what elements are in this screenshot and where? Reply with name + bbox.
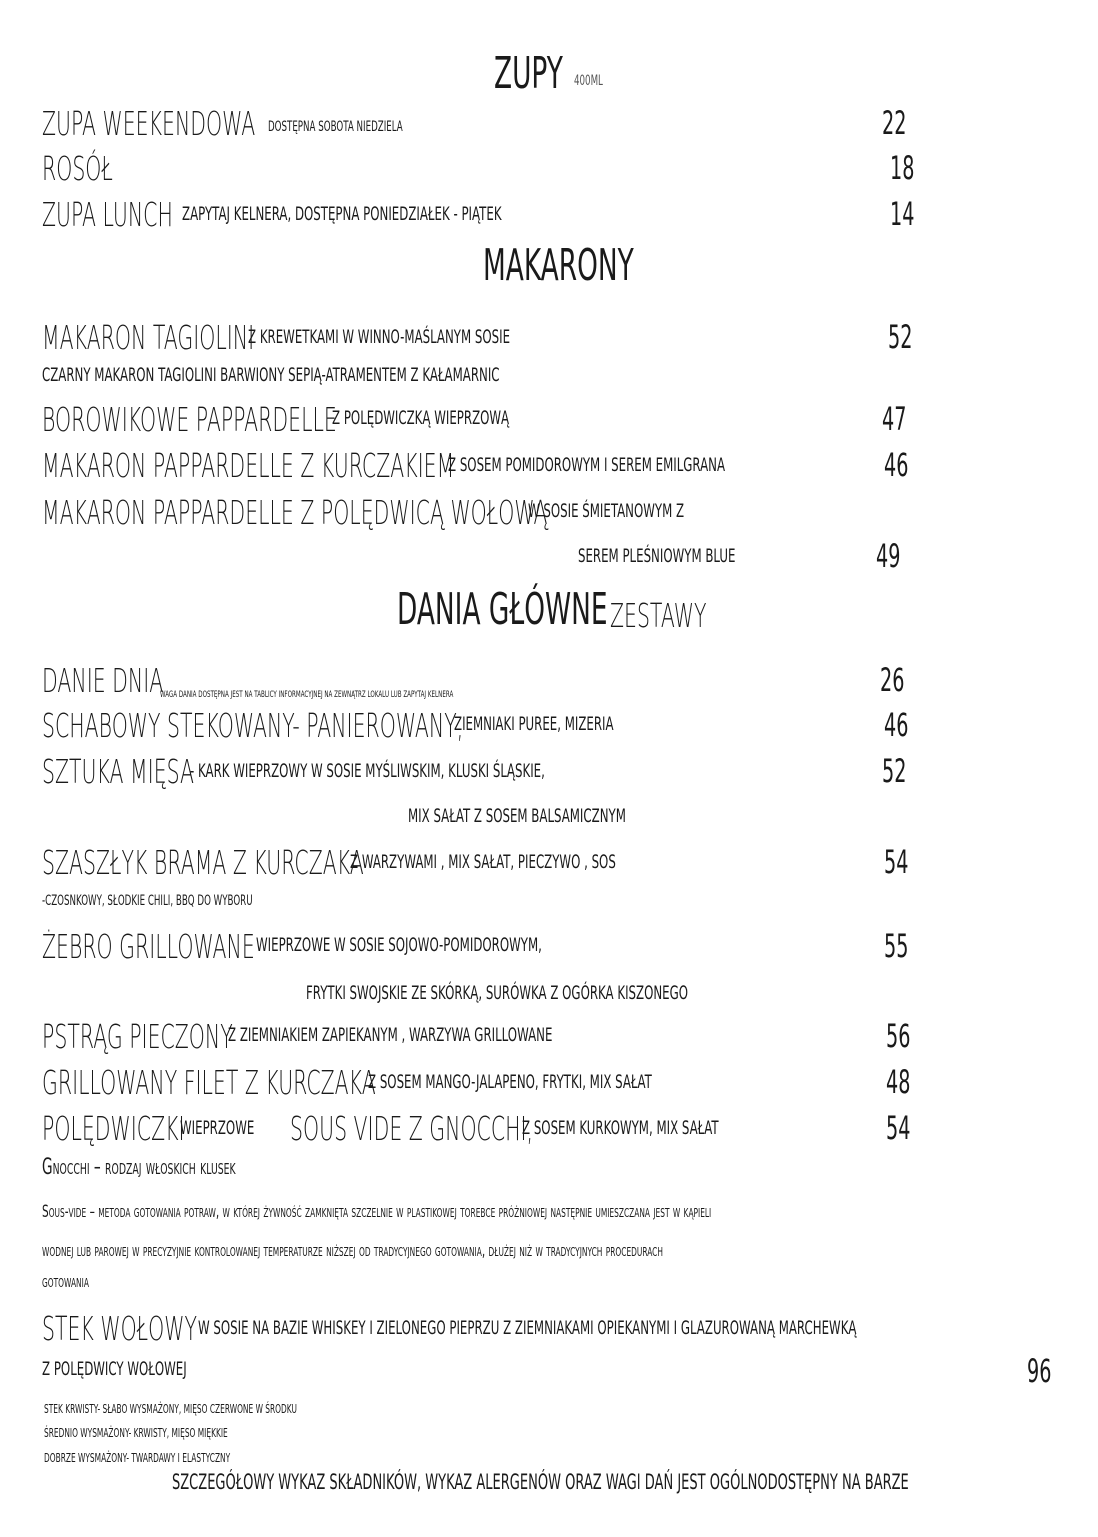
menu-item: ŻEBRO GRILLOWANE	[42, 927, 255, 966]
menu-item-price: 55	[884, 927, 909, 965]
menu-item-price: 18	[890, 149, 915, 187]
menu-item-desc: W SOSIE ŚMIETANOWYM Z	[528, 500, 685, 522]
menu-item: ZUPA LUNCH	[42, 195, 173, 234]
section-title-makarony: MAKARONY	[483, 240, 634, 291]
sousvide-note: gotowania	[42, 1272, 89, 1292]
sousvide-note: wodnej lub parowej w precyzyjnie kontrolowanej temperaturze niższej od tradycyjnego gotowania, dłużej niż w tradycyjnych procedurach	[42, 1241, 663, 1261]
menu-item: MAKARON PAPPARDELLE Z POLĘDWICĄ WOŁOWĄ	[42, 493, 548, 532]
section-title-text: ZUPY	[494, 48, 563, 99]
menu-item-price: 49	[876, 537, 901, 575]
menu-item-desc: WAGA DANIA DOSTĘPNA JEST NA TABLICY INFORMACYJNEJ NA ZEWNĄTRZ LOKALU LUB ZAPYTAJ KELNERA	[160, 690, 454, 700]
menu-item: MAKARON TAGIOLINI	[42, 318, 255, 357]
menu-item-price: 56	[886, 1017, 911, 1055]
menu-item-price: 52	[882, 752, 907, 790]
doneness-note: DOBRZE WYSMAŻONY- TWARDAWY I ELASTYCZNY	[44, 1451, 231, 1465]
sousvide-note: Sous-vide – metoda gotowania potraw, w której żywność zamknięta szczelnie w plastikowej torebce próżniowej następnie umieszczana jest w kąpieli	[42, 1202, 712, 1222]
menu-item-desc: - KARK WIEPRZOWY W SOSIE MYŚLIWSKIM, KLUSKI ŚLĄSKIE,	[190, 760, 545, 782]
menu-item-desc: Z KREWETKAMI W WINNO-MAŚLANYM SOSIE	[248, 326, 511, 348]
section-subtitle: ZESTAWY	[610, 596, 707, 635]
menu-item-desc: Z ZIEMNIAKIEM ZAPIEKANYM , WARZYWA GRILLOWANE	[228, 1024, 553, 1046]
menu-item: SCHABOWY STEKOWANY- PANIEROWANY,	[42, 706, 464, 745]
menu-item-desc: Z WARZYWAMI , MIX SAŁAT, PIECZYWO , SOS	[350, 851, 616, 873]
menu-item: ZUPA WEEKENDOWA	[42, 104, 256, 143]
gnocchi-note: Gnocchi – rodzaj włoskich klusek	[42, 1155, 236, 1180]
menu-item-desc: ZIEMNIAKI PUREE, MIZERIA	[454, 713, 614, 735]
menu-item: ROSÓŁ	[42, 149, 113, 188]
menu-item-sub: CZARNY MAKARON TAGIOLINI BARWIONY SEPIĄ-ATRAMENTEM Z KAŁAMARNIC	[42, 364, 500, 386]
menu-item-desc-cont: Z POLĘDWICY WOŁOWEJ	[42, 1358, 187, 1380]
menu-item-price: 47	[882, 400, 907, 438]
menu-item-price: 54	[886, 1109, 911, 1147]
menu-item-price: 22	[882, 104, 907, 142]
doneness-note: STEK KRWISTY- SŁABO WYSMAŻONY, MIĘSO CZERWONE W ŚRODKU	[44, 1402, 297, 1416]
menu-item: BOROWIKOWE PAPPARDELLE	[42, 400, 337, 439]
menu-item-price: 46	[884, 446, 909, 484]
menu-item: SZASZŁYK BRAMA Z KURCZAKA	[42, 843, 364, 882]
menu-item: STEK WOŁOWY	[42, 1309, 197, 1348]
menu-item-price: 46	[884, 706, 909, 744]
section-note: 400ML	[574, 73, 603, 89]
menu-item: DANIE DNIA	[42, 661, 164, 700]
menu-item: POLĘDWICZKI	[42, 1109, 185, 1148]
menu-item-desc-cont: SEREM PLEŚNIOWYM BLUE	[578, 545, 736, 567]
menu-item-desc: WIEPRZOWE W SOSIE SOJOWO-POMIDOROWYM,	[256, 934, 542, 956]
menu-item-desc: Z SOSEM MANGO-JALAPENO, FRYTKI, MIX SAŁAT	[368, 1071, 652, 1093]
menu-item: PSTRĄG PIECZONY	[42, 1017, 233, 1056]
menu-item-desc: ZAPYTAJ KELNERA, DOSTĘPNA PONIEDZIAŁEK - PIĄTEK	[182, 203, 502, 225]
menu-item-price: 52	[888, 318, 913, 356]
menu-item-desc-cont: FRYTKI SWOJSKIE ZE SKÓRKĄ, SURÓWKA Z OGÓRKA KISZONEGO	[306, 982, 689, 1004]
menu-item: MAKARON PAPPARDELLE Z KURCZAKIEM	[42, 446, 455, 485]
menu-item-desc: W SOSIE NA BAZIE WHISKEY I ZIELONEGO PIEPRZU Z ZIEMNIAKAMI OPIEKANYMI I GLAZUROWANĄ MARCHEWKĄ	[198, 1317, 857, 1339]
menu-item-price: 54	[884, 843, 909, 881]
menu-item-desc: Z POLĘDWICZKĄ WIEPRZOWĄ	[332, 407, 510, 429]
menu-item: SZTUKA MIĘSA	[42, 752, 195, 791]
menu-item-price: 48	[886, 1063, 911, 1101]
footer-note: SZCZEGÓŁOWY WYKAZ SKŁADNIKÓW, WYKAZ ALERGENÓW ORAZ WAGI DAŃ JEST OGÓLNODOSTĘPNY NA BARZE	[172, 1470, 909, 1494]
menu-item: GRILLOWANY FILET Z KURCZAKA	[42, 1063, 376, 1102]
menu-item-desc: Z SOSEM KURKOWYM, MIX SAŁAT	[522, 1117, 719, 1139]
menu-item-desc: WIEPRZOWE	[180, 1117, 255, 1139]
menu-item-price: 96	[1027, 1352, 1052, 1390]
menu-item-price: 26	[880, 661, 905, 699]
section-title-dania: DANIA GŁÓWNE	[397, 584, 608, 635]
menu-item-desc: Z SOSEM POMIDOROWYM I SEREM EMILGRANA	[448, 454, 726, 476]
menu-item-desc-cont: -CZOSNKOWY, SŁODKIE CHILI, BBQ DO WYBORU	[42, 893, 253, 909]
menu-item-desc: DOSTĘPNA SOBOTA NIEDZIELA	[268, 119, 403, 135]
menu-item-name-cont: SOUS VIDE Z GNOCCHI,	[290, 1109, 534, 1148]
doneness-note: ŚREDNIO WYSMAŻONY- KRWISTY, MIĘSO MIĘKKIE	[44, 1426, 228, 1440]
menu-item-price: 14	[890, 195, 915, 233]
menu-item-desc-cont: MIX SAŁAT Z SOSEM BALSAMICZNYM	[408, 805, 626, 827]
